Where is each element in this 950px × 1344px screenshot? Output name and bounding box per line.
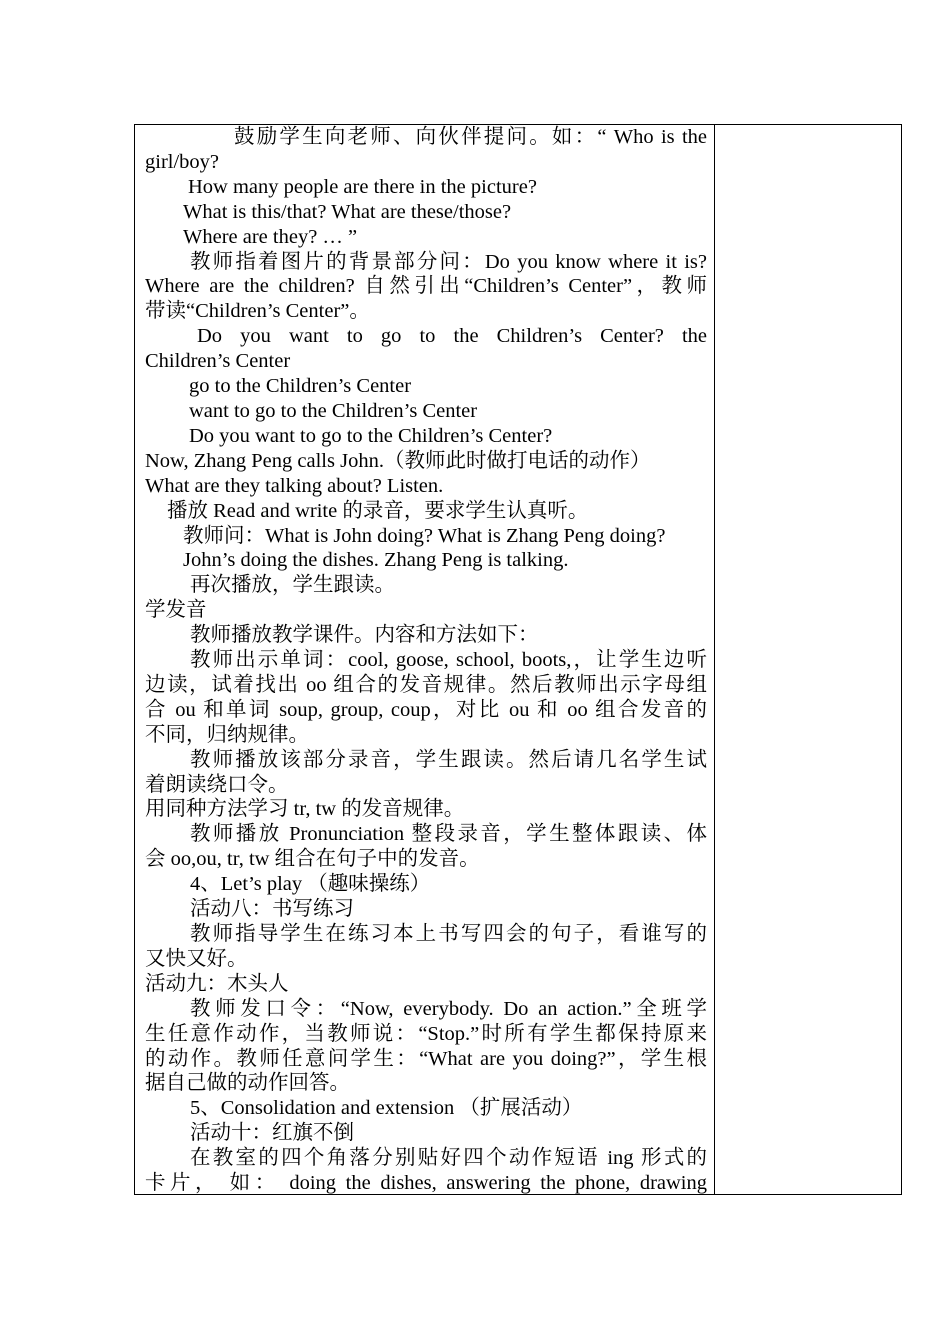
text-line: How many people are there in the picture? bbox=[188, 175, 537, 198]
text-line: 活动八：书写练习 bbox=[190, 898, 354, 921]
text-line: What are they talking about? Listen. bbox=[145, 474, 444, 497]
text-line: 再次播放，学生跟读。 bbox=[190, 574, 395, 597]
text-line: 卡片， 如： doing the dishes, answering the phone, drawing bbox=[145, 1172, 707, 1194]
text-line: John’s doing the dishes. Zhang Peng is talking. bbox=[183, 549, 569, 572]
text-line: 的动作。教师任意问学生：“What are you doing?”，学生根 bbox=[145, 1047, 707, 1070]
text-line: 活动九：木头人 bbox=[145, 972, 289, 995]
text-line: 教师出示单词：cool, goose, school, boots,，让学生边听 bbox=[190, 649, 707, 672]
text-line: 教师问：What is John doing? What is Zhang Peng doing? bbox=[183, 524, 666, 547]
text-line: 边读，试着找出 oo 组合的发音规律。然后教师出示字母组 bbox=[145, 673, 707, 696]
text-line: 不同，归纳规律。 bbox=[145, 723, 309, 746]
text-line: 在教室的四个角落分别贴好四个动作短语 ing 形式的 bbox=[190, 1147, 707, 1170]
text-line: What is this/that? What are these/those? bbox=[183, 200, 512, 223]
text-line: Now, Zhang Peng calls John.（教师此时做打电话的动作） bbox=[145, 449, 651, 472]
text-line: Where are the children? 自然引出“Children’s Center”，教师 bbox=[145, 275, 707, 298]
notes-cell bbox=[715, 125, 901, 1194]
text-line: 教师播放 Pronunciation 整段录音，学生整体跟读、体 bbox=[190, 823, 707, 846]
lesson-content-cell bbox=[135, 125, 715, 1194]
text-line: 播放 Read and write 的录音，要求学生认真听。 bbox=[167, 499, 589, 522]
text-line: 教师发口令：“Now, everybody. Do an action.”全班学 bbox=[190, 997, 707, 1020]
text-line: Where are they? … ” bbox=[183, 225, 358, 248]
text-line: Do you want to go to the Children’s Center? bbox=[189, 424, 553, 447]
text-line: 生任意作动作，当教师说：“Stop.”时所有学生都保持原来 bbox=[145, 1022, 707, 1045]
text-line: 着朗读绕口令。 bbox=[145, 773, 289, 796]
text-line: 鼓励学生向老师、向伙伴提问。如：“ Who is the bbox=[234, 126, 707, 148]
text-line: go to the Children’s Center bbox=[189, 375, 412, 398]
text-line: 4、Let’s play （趣味操练） bbox=[190, 873, 431, 896]
text-line: 又快又好。 bbox=[145, 947, 248, 970]
text-line: 教师指着图片的背景部分问：Do you know where it is? bbox=[190, 250, 707, 273]
text-line: 5、Consolidation and extension （扩展活动） bbox=[190, 1097, 583, 1120]
text-line: 带读“Children’s Center”。 bbox=[145, 300, 370, 323]
text-line: 教师播放教学课件。内容和方法如下： bbox=[190, 624, 539, 647]
text-line: 活动十：红旗不倒 bbox=[190, 1122, 354, 1145]
text-line: 教师播放该部分录音，学生跟读。然后请几名学生试 bbox=[190, 748, 707, 771]
text-line: 据自己做的动作回答。 bbox=[145, 1072, 350, 1095]
text-line: want to go to the Children’s Center bbox=[189, 399, 478, 422]
text-line: girl/boy? bbox=[145, 150, 220, 173]
lesson-plan-table bbox=[134, 124, 902, 1195]
text-line: Do you want to go to the Children’s Center? the bbox=[197, 325, 707, 348]
text-line: 学发音 bbox=[145, 599, 207, 622]
text-line: 会 oo,ou, tr, tw 组合在句子中的发音。 bbox=[145, 848, 480, 871]
text-line: 用同种方法学习 tr, tw 的发音规律。 bbox=[145, 798, 465, 821]
text-line: Children’s Center bbox=[145, 350, 291, 373]
text-line: 教师指导学生在练习本上书写四会的句子，看谁写的 bbox=[190, 923, 707, 945]
text-line: 合 ou 和单词 soup, group, coup，对比 ou 和 oo 组合发音的 bbox=[145, 698, 707, 721]
